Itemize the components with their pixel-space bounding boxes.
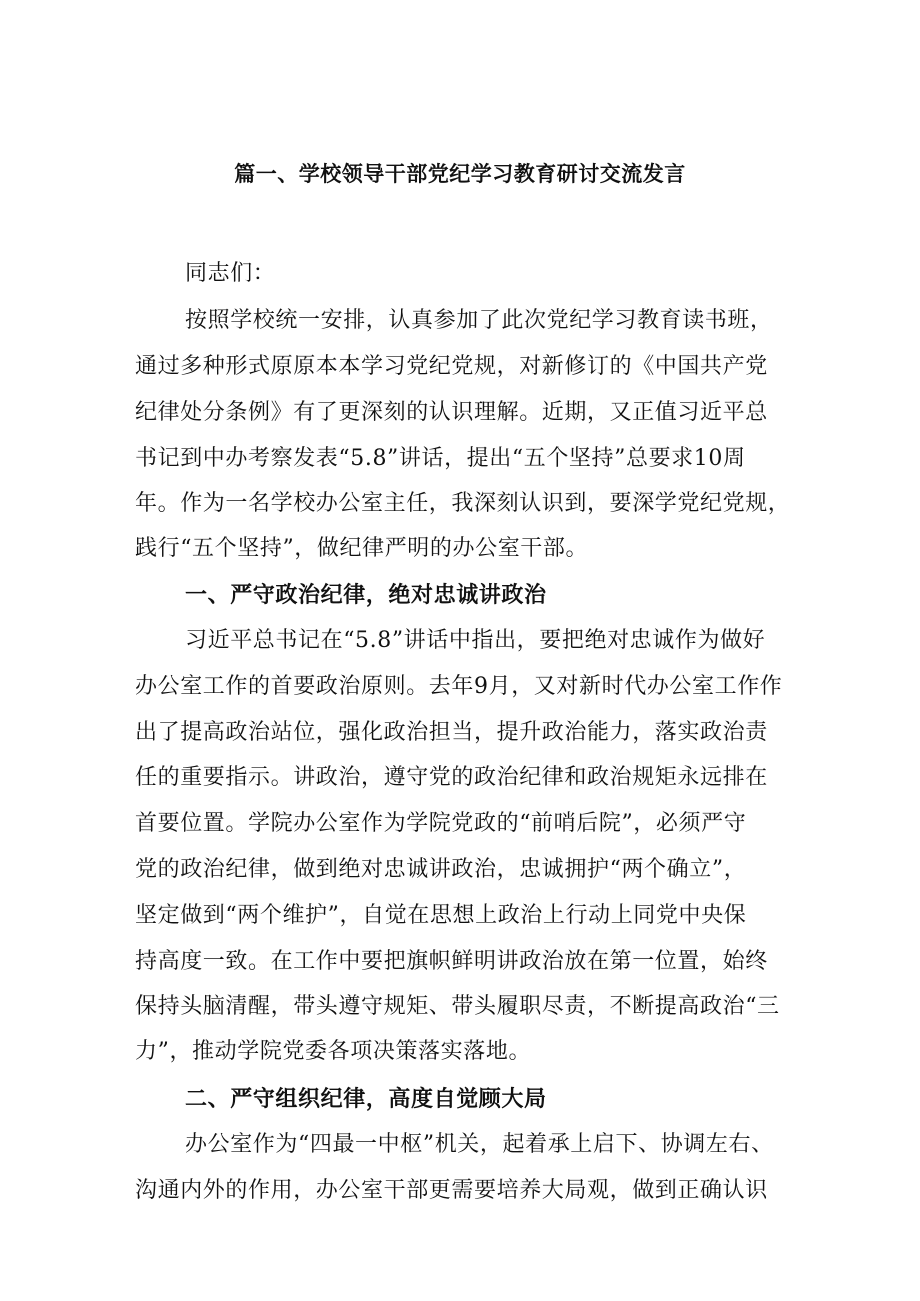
paragraph-line: 首要位置。学院办公室作为学院党政的“前哨后院”，必须严守 bbox=[135, 811, 747, 836]
paragraph-line: 办公室工作的首要政治原则。去年9月，又对新时代办公室工作作 bbox=[135, 674, 783, 699]
paragraph-line: 保持头脑清醒，带头遵守规矩、带头履职尽责，不断提高政治“三 bbox=[135, 994, 780, 1019]
paragraph-line: 纪律处分条例》有了更深刻的认识理解。近期，又正值习近平总 bbox=[135, 400, 768, 425]
paragraph-line: 书记到中办考察发表“5.8”讲话，提出“五个坚持”总要求10周 bbox=[135, 446, 746, 471]
salutation: 同志们： bbox=[185, 261, 276, 286]
paragraph-line: 年。作为一名学校办公室主任，我深刻认识到，要深学党纪党规， bbox=[135, 491, 791, 516]
document-title: 篇一、学校领导干部党纪学习教育研讨交流发言 bbox=[234, 161, 686, 186]
section-heading: 一、严守政治纪律，绝对忠诚讲政治 bbox=[185, 582, 547, 608]
section-heading: 二、严守组织纪律，高度自觉顾大局 bbox=[185, 1086, 547, 1112]
paragraph-line: 通过多种形式原原本本学习党纪党规，对新修订的《中国共产党 bbox=[135, 354, 768, 379]
paragraph-line: 沟通内外的作用，办公室干部更需要培养大局观，做到正确认识 bbox=[135, 1178, 768, 1203]
paragraph-line: 任的重要指示。讲政治，遵守党的政治纪律和政治规矩永远排在 bbox=[135, 765, 768, 790]
paragraph-line: 按照学校统一安排，认真参加了此次党纪学习教育读书班， bbox=[185, 308, 773, 333]
paragraph-line: 持高度一致。在工作中要把旗帜鲜明讲政治放在第一位置，始终 bbox=[135, 949, 768, 974]
paragraph-line: 习近平总书记在“5.8”讲话中指出，要把绝对忠诚作为做好 bbox=[185, 628, 766, 653]
paragraph-line: 出了提高政治站位，强化政治担当，提升政治能力，落实政治责 bbox=[135, 720, 768, 745]
paragraph-line: 践行“五个坚持”，做纪律严明的办公室干部。 bbox=[135, 536, 589, 561]
paragraph-line: 坚定做到“两个维护”，自觉在思想上政治上行动上同党中央保 bbox=[135, 903, 747, 928]
paragraph-line: 党的政治纪律，做到绝对忠诚讲政治，忠诚拥护“两个确立”， bbox=[135, 857, 747, 882]
paragraph-line: 力”，推动学院党委各项决策落实落地。 bbox=[135, 1039, 532, 1064]
paragraph-line: 办公室作为“四最一中枢”机关，起着承上启下、协调左右、 bbox=[185, 1132, 774, 1157]
